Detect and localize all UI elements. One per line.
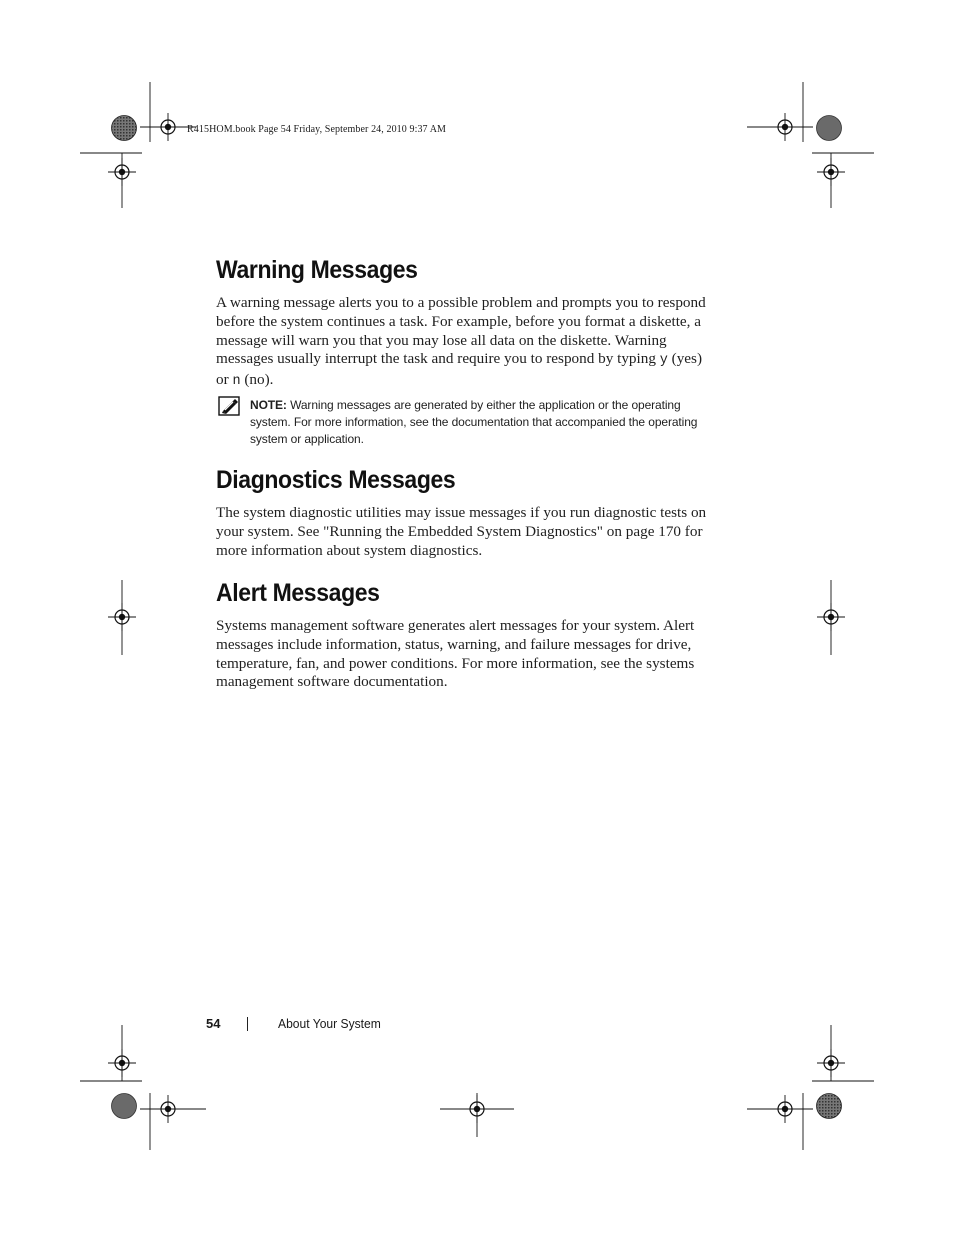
diagnostics-messages-heading: Diagnostics Messages (216, 466, 456, 494)
diagnostics-messages-paragraph: The system diagnostic utilities may issue messages if you run diagnostic tests on your system. See "Running the Embedded System Diagnostics" on page 170 for more information about system diagnostics. (216, 504, 707, 559)
page-number: 54 (206, 1016, 221, 1031)
footer-divider (247, 1017, 248, 1031)
warning-text-end: (no). (240, 371, 274, 389)
note-pencil-icon (218, 396, 240, 416)
warning-text-mid: (yes) or (216, 350, 703, 389)
warning-text: A warning message alerts you to a possible problem and prompts you to respond before the system continues a task. For example, before you format a diskette, a message will warn you that you may lose all data on the diskette. Warning messages usually interrupt the task and require you to respond by typing (216, 294, 706, 368)
note-text: Warning messages are generated by either the application or the operating system. For more information, see the documentation that accompanied the operating system or application. (250, 398, 698, 446)
alert-messages-paragraph: Systems management software generates alert messages for your system. Alert messages include information, status, warning, and failure messages for drive, temperature, fan, and power conditions. For more information, see the systems management software documentation. (216, 617, 695, 691)
key-no: n (232, 374, 241, 390)
print-slug: R415HOM.book Page 54 Friday, September 24, 2010 9:37 AM (187, 124, 447, 135)
alert-messages-heading: Alert Messages (216, 579, 380, 607)
warning-messages-heading: Warning Messages (216, 256, 418, 284)
note-label: NOTE: (250, 398, 287, 412)
key-yes: y (659, 353, 668, 369)
warning-messages-paragraph (216, 294, 716, 392)
footer-section-title: About Your System (278, 1016, 381, 1031)
note-block (250, 397, 720, 448)
